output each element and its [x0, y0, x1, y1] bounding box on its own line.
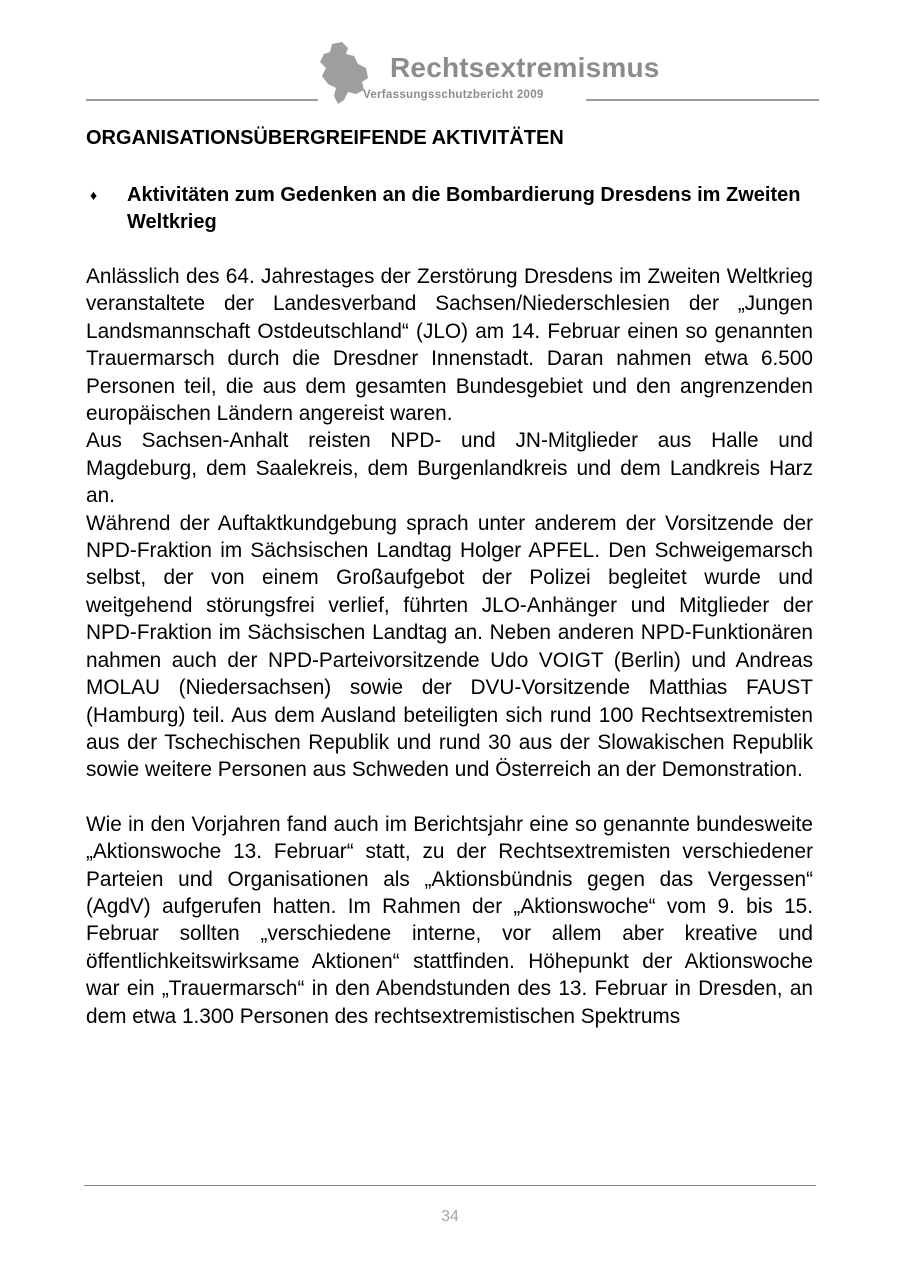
body-text: [86, 263, 813, 1030]
paragraph: Während der Auftaktkundgebung sprach unter anderem der Vorsitzende der NPD-Fraktion im Sächsischen Landtag Holger APFEL. Den Schweigemarsch selbst, der von einem Großaufgebot der Polizei begleitet wurde und weitgehend störungsfrei verlief, führten JLO-Anhänger und Mitglieder der NPD-Fraktion im Sächsischen Landtag an. Neben anderen NPD-Funktionären nahmen auch der NPD-Parteivorsitzende Udo VOIGT (Berlin) und Andreas MOLAU (Niedersachsen) sowie der DVU-Vorsitzende Matthias FAUST (Hamburg) teil. Aus dem Ausland beteiligten sich rund 100 Rechtsextremisten aus der Tschechischen Republik und rund 30 aus der Slowakischen Republik sowie weitere Personen aus Schweden und Österreich an der Demonstration.: [86, 511, 813, 782]
paragraph: Anlässlich des 64. Jahrestages der Zerstörung Dresdens im Zweiten Weltkrieg veranstaltete der Landesverband Sachsen/Niederschlesien der „Jungen Landsmannschaft Ostdeutschland“ (JLO) am 14. Februar einen so genannten Trauermarsch durch die Dresdner Innenstadt. Daran nahmen etwa 6.500 Personen teil, die aus dem gesamten Bundesgebiet und den angrenzenden europäischen Ländern angereist waren.: [86, 265, 813, 426]
header-rule-left: [86, 99, 318, 101]
paragraph: Aus Sachsen-Anhalt reisten NPD- und JN-Mitglieder aus Halle und Magdeburg, dem Saalekreis, dem Burgenlandkreis und dem Landkreis Harz an.: [86, 429, 813, 508]
header-title: Rechtsextremismus: [390, 52, 660, 83]
page-number: 34: [441, 1208, 459, 1225]
diamond-bullet-icon: ♦: [90, 187, 98, 203]
subheading-text: Aktivitäten zum Gedenken an die Bombardierung Dresdens im Zweiten Weltkrieg: [127, 184, 801, 233]
header-rule-right: [586, 99, 819, 101]
section-heading: ORGANISATIONSÜBERGREIFENDE AKTIVITÄTEN: [86, 127, 564, 149]
header-subtitle: Verfassungsschutzbericht 2009: [363, 89, 544, 101]
subheading: [86, 182, 816, 236]
paragraph: Wie in den Vorjahren fand auch im Berichtsjahr eine so genannte bundesweite „Aktionswoche 13. Februar“ statt, zu der Rechtsextremisten verschiedener Parteien und Organisationen als „Aktionsbündnis gegen das Vergessen“ (AgdV) aufgerufen hatten. Im Rahmen der „Aktionswoche“ vom 9. bis 15. Februar sollten „verschiedene interne, vor allem aber kreative und öffentlichkeitswirksame Aktionen“ stattfinden. Höhepunkt der Aktionswoche war ein „Trauermarsch“ in den Abendstunden des 13. Februar in Dresden, an dem etwa 1.300 Personen des rechtsextremistischen Spektrums: [86, 812, 813, 1028]
footer-rule: [84, 1185, 816, 1186]
